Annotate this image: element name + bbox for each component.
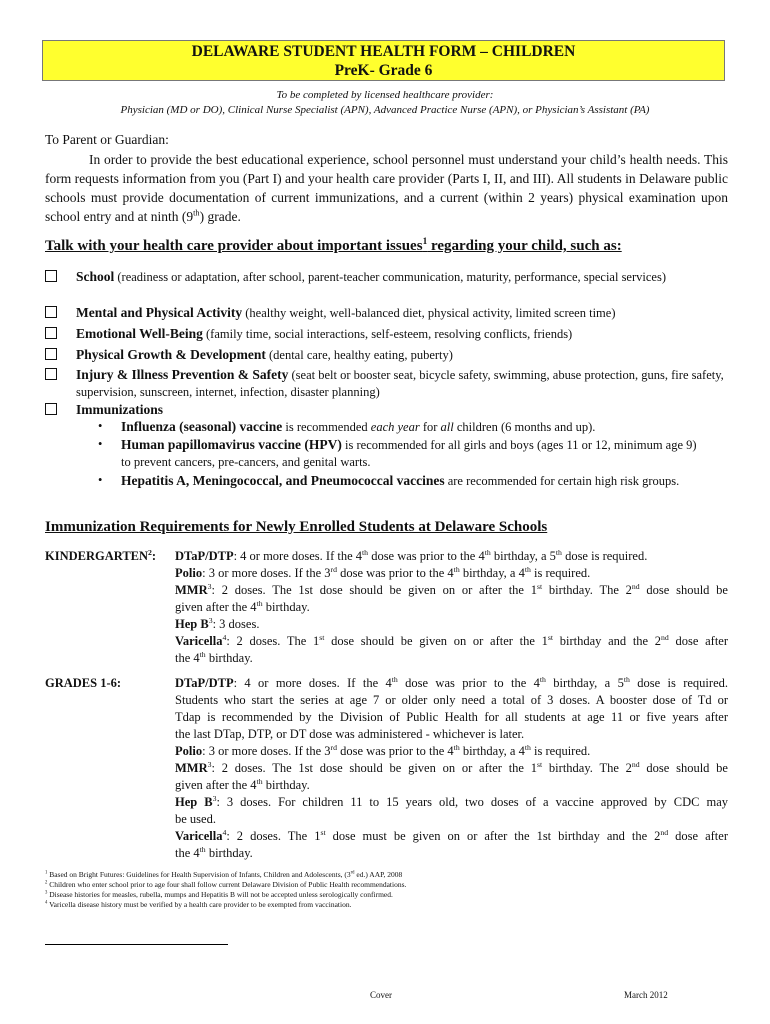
physical-activity-checkbox[interactable] — [45, 306, 57, 318]
issue-injury-prevention: Injury & Illness Prevention & Safety (seat belt or booster seat, bicycle safety, swimming, abuse protection, guns, fire safety, supervision, sunscreen, internet, infection, disaster planning) — [45, 366, 728, 401]
issues-heading: Talk with your health care provider about important issues$^1$ regarding your child, such as: — [45, 237, 622, 254]
footer-page-label: Cover — [370, 990, 392, 1000]
issue-growth-development: Physical Growth & Development (dental care, healthy eating, puberty) — [45, 346, 728, 364]
k-dtap-line: DTaP/DTP: 4 or more doses. If the 4th dose was prior to the 4th birthday, a 5th dose is required. — [175, 547, 648, 563]
bullet-icon: • — [98, 473, 103, 487]
provider-types: Physician (MD or DO), Clinical Nurse Specialist (APN), Advanced Practice Nurse (APN), or Physician’s Assistant (PA) — [120, 104, 650, 116]
intro-paragraph: In order to provide the best educational experience, school personnel must understand your child’s health needs. This form requests information from you (Part I) and your health care provider (Parts I, II, and III). All students in Delaware public schools must provide documentation of current immunizations, and a current (within 2 years) physical examination upon school entry and at ninth (9th) grade. — [45, 152, 728, 224]
footer-date: March 2012 — [624, 990, 668, 1000]
footnote-1: $^1$ Based on Bright Futures: Guidelines for Health Supervision of Infants, Children and Adolescents, (3rd ed.) AAP, 2008 — [45, 870, 403, 879]
emotional-wellbeing-checkbox[interactable] — [45, 327, 57, 339]
requirements-heading: Immunization Requirements for Newly Enrolled Students at Delaware Schools — [45, 519, 548, 535]
footnote-3: $^3$ Disease histories for measles, rubella, mumps and Hepatitis B will not be accepted unless serologically confirmed. — [45, 890, 393, 899]
k-polio-line: Polio: 3 or more doses. If the 3rd dose was prior to the 4th birthday, a 4th is required. — [175, 564, 591, 580]
immunizations-checkbox[interactable] — [45, 403, 57, 415]
footnotes — [45, 870, 728, 910]
school-checkbox[interactable] — [45, 270, 57, 282]
form-title-box — [42, 40, 725, 81]
grades-requirements: DTaP/DTP: 4 or more doses. If the 4th dose was prior to the 4th birthday, a 5th dose is required. Students who start the series at age 7 or older only need a total of 3 doses. A booster dose of Td or Tdap is recommended by the Division of Public Health for all students at age 11 or five years after the last DTap, DTP, or DT dose was administered - whichever is later. Polio: 3 or more doses. If the 3rd dose was prior to the 4th birthday, a 4th is required. MMR$^3$: 2 doses. The 1st dose should be given on or after the 1st birthday. The 2nd dose should be given after the 4th birthday. Hep $B^3$: 3 doses. For children 11 to 15 years old, two doses of a vaccine approved by CDC may be used. Varicella$^4$: 2 doses. The 1st dose must be given on or after the 1st birthday and the 2nd dose after the 4th birthday. — [175, 674, 728, 860]
g-hepb-line: Hep $B^3$: 3 doses. For children 11 to 15 years old, two doses of a vaccine approved by CDC may — [175, 793, 728, 809]
issue-physical-activity: Mental and Physical Activity (healthy weight, well-balanced diet, physical activity, limited screen time) — [45, 304, 728, 322]
issue-immunizations: Immunizations — [45, 401, 728, 419]
kindergarten-label: KINDERGARTEN$^2$: — [45, 547, 157, 563]
g-dtap-line: DTaP/DTP: 4 or more doses. If the 4th dose was prior to the 4th birthday, a 5th dose is required. — [175, 674, 728, 690]
bullet-icon: • — [98, 419, 103, 433]
bullet-icon: • — [98, 437, 103, 451]
g-varicella-line: Varicella$^4$: 2 doses. The 1st dose must be given on or after the 1st birthday and the 2nd dose after — [175, 827, 728, 843]
injury-prevention-checkbox[interactable] — [45, 368, 57, 380]
issue-school: School (readiness or adaptation, after school, parent-teacher communication, maturity, performance, special services) — [45, 268, 728, 286]
issue-emotional-wellbeing: Emotional Well-Being (family time, social interactions, self-esteem, resolving conflicts, friends) — [45, 325, 728, 343]
k-mmr-line: MMR$^3$: 2 doses. The 1st dose should be given on or after the 1st birthday. The 2nd dose should be — [175, 581, 728, 597]
g-mmr-line: MMR$^3$: 2 doses. The 1st dose should be given on or after the 1st birthday. The 2nd dose should be — [175, 759, 728, 775]
grades-label: GRADES 1-6: — [45, 676, 122, 690]
growth-development-checkbox[interactable] — [45, 348, 57, 360]
kindergarten-requirements: DTaP/DTP: 4 or more doses. If the 4th dose was prior to the 4th birthday, a 5th dose is required. Polio: 3 or more doses. If the 3rd dose was prior to the 4th birthday, a 4th is required. MMR$^3$: 2 doses. The 1st dose should be given on or after the 1st birthday. The 2nd dose should be given after the 4th birthday. Hep $B^3$: 3 doses. Varicella$^4$: 2 doses. The 1st dose should be given on or after the 1st birthday and the 2nd dose after the 4th birthday. — [175, 547, 729, 665]
provider-note: To be completed by licensed healthcare provider: — [276, 89, 494, 101]
form-grade-range: PreK- Grade 6 — [334, 62, 433, 79]
footnote-2: $^2$ Children who enter school prior to age four shall follow current Delaware Division of Public Health recommendations. — [45, 880, 407, 889]
k-hepb-line: Hep $B^3$: 3 doses. — [175, 615, 260, 631]
form-title: DELAWARE STUDENT HEALTH FORM – CHILDREN — [191, 43, 576, 60]
k-varicella-line: Varicella$^4$: 2 doses. The 1st dose should be given on or after the 1st birthday and the 2nd dose after — [175, 632, 729, 648]
bullet-influenza: • Influenza (seasonal) vaccine is recommended each year for all children (6 months and up). — [98, 419, 596, 434]
g-polio-line: Polio: 3 or more doses. If the 3rd dose was prior to the 4th birthday, a 4th is required. — [175, 742, 591, 758]
bullet-hepatitis: • Hepatitis A, Meningococcal, and Pneumococcal vaccines are recommended for certain high risk groups. — [98, 473, 680, 488]
footnote-4: $^4$ Varicella disease history must be verified by a health care provider to be exempted from vaccination. — [45, 900, 352, 909]
salutation: To Parent or Guardian: — [45, 132, 169, 147]
footnote-divider — [45, 944, 228, 945]
bullet-hpv: • Human papillomavirus vaccine (HPV) is recommended for all girls and boys (ages 11 or 12, minimum age 9) to prevent cancers, pre-cancers, and genital warts. — [98, 437, 697, 469]
